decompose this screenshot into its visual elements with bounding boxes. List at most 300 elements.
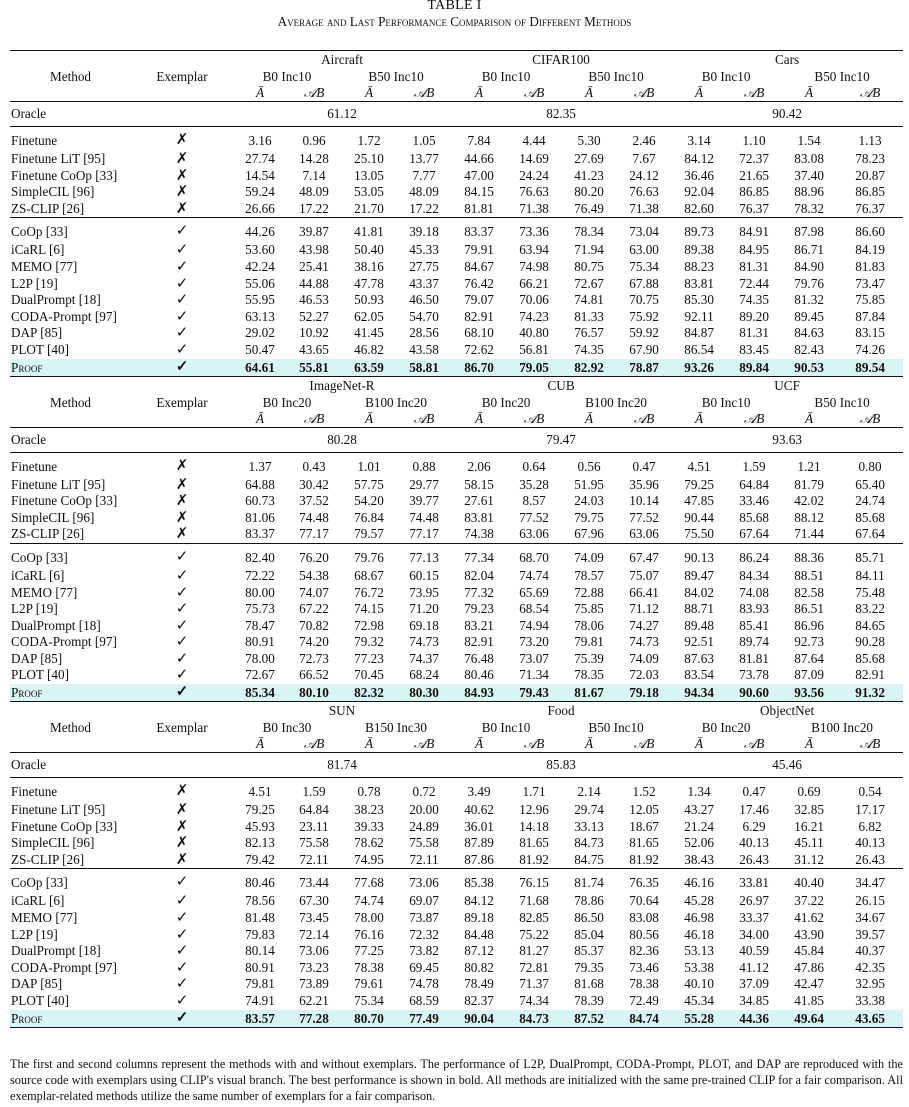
metric-last-label: 𝒜B [743, 85, 765, 100]
result-value: 83.81 [464, 509, 494, 525]
metric-avg-label: Ā [255, 85, 265, 100]
method-name: SimpleCIL [96] [11, 835, 95, 851]
exemplar-mark: ✗ [175, 132, 189, 148]
exemplar-mark: ✗ [175, 476, 189, 493]
best-value: 82.92 [561, 359, 617, 377]
exemplar-mark: ✓ [175, 910, 189, 927]
result-value: 14.54 [245, 167, 275, 183]
result-value: 41.23 [574, 167, 604, 183]
result-value: 46.53 [299, 292, 329, 308]
result-value: 14.28 [299, 151, 329, 166]
result-value: 82.91 [464, 308, 494, 324]
result-value: 24.89 [409, 818, 439, 834]
method-name: SimpleCIL [96] [11, 184, 95, 200]
table-row [10, 493, 903, 510]
result-value: 76.16 [354, 926, 384, 942]
setting-label: B0 Inc10 [481, 69, 531, 84]
result-value: 82.58 [794, 584, 824, 600]
result-value: 80.46 [245, 875, 275, 891]
best-value: 80.70 [341, 1010, 397, 1028]
metric-last-label: 𝒜B [303, 85, 325, 100]
result-value: 32.95 [855, 976, 885, 992]
dataset-name: Aircraft [233, 51, 451, 69]
result-value: 74.26 [855, 341, 885, 357]
metric-last-label: 𝒜B [413, 736, 435, 752]
method-name: PLOT [40] [11, 993, 69, 1008]
result-value: 39.57 [855, 926, 885, 942]
result-value: 75.73 [245, 601, 275, 617]
table-row [10, 201, 903, 218]
exemplar-mark: ✓ [175, 976, 189, 993]
result-value: 1.72 [357, 133, 381, 148]
result-value: 73.20 [519, 634, 549, 650]
result-value: 59.92 [629, 325, 659, 341]
result-value: 73.06 [299, 943, 329, 959]
method-name: ZS-CLIP [26] [10, 201, 131, 218]
metric-last-label: 𝒜B [859, 736, 881, 752]
result-value: 73.89 [299, 976, 329, 992]
result-value: 72.14 [299, 926, 329, 942]
setting-label: B100 Inc20 [585, 394, 648, 410]
best-value: 79.18 [617, 684, 671, 702]
result-value: 0.69 [797, 784, 821, 800]
method-name: Finetune CoOp [33] [11, 493, 118, 509]
dataset-header-row [10, 702, 903, 720]
table-row [10, 819, 903, 836]
result-value: 90.44 [684, 509, 714, 525]
result-value: 40.62 [464, 802, 494, 818]
result-value: 80.56 [629, 926, 659, 942]
result-value: 63.06 [617, 526, 671, 543]
result-value: 89.18 [464, 910, 494, 926]
metric-avg-label: Ā [475, 736, 484, 752]
result-value: 73.87 [409, 910, 439, 926]
result-value: 12.96 [519, 802, 549, 818]
metric-avg-label: Ā [585, 85, 594, 100]
result-value: 62.05 [354, 308, 384, 324]
result-value: 92.51 [684, 634, 714, 650]
exemplar-mark: ✓ [175, 893, 189, 910]
result-value: 74.23 [519, 308, 549, 324]
result-value: 92.11 [684, 308, 714, 324]
result-value: 71.12 [629, 601, 659, 617]
metric-avg-label: Ā [585, 736, 594, 752]
best-value: 55.81 [287, 359, 341, 377]
result-value: 84.65 [855, 617, 885, 633]
result-value: 84.67 [464, 258, 494, 274]
method-name: DualPrompt [18] [11, 943, 101, 959]
best-value: 93.26 [671, 359, 727, 377]
result-value: 75.07 [629, 567, 659, 583]
result-value: 74.07 [299, 584, 329, 600]
result-value: 53.05 [354, 184, 384, 200]
table-row [10, 127, 903, 152]
result-value: 83.81 [684, 275, 714, 291]
method-name: Finetune LiT [95] [11, 802, 106, 818]
result-value: 84.12 [684, 151, 714, 166]
result-value: 74.09 [574, 549, 604, 565]
result-value: 70.64 [629, 893, 659, 909]
result-value: 17.22 [287, 201, 341, 218]
exemplar-mark: ✓ [175, 943, 189, 960]
method-name: DAP [85] [11, 650, 63, 666]
result-value: 27.61 [464, 493, 494, 509]
method-name: Finetune CoOp [33] [11, 818, 118, 834]
results-table [10, 50, 903, 1028]
oracle-value: 79.47 [451, 427, 671, 452]
exemplar-mark: ✓ [175, 601, 189, 618]
result-value: 38.16 [354, 258, 384, 274]
metric-header-row [10, 736, 903, 753]
method-name: iCaRL [6] [11, 242, 65, 258]
result-value: 77.68 [354, 875, 384, 891]
result-value: 72.67 [574, 275, 604, 291]
result-value: 40.10 [684, 976, 714, 992]
result-value: 82.91 [855, 667, 885, 683]
result-value: 76.48 [464, 650, 494, 666]
result-value: 46.16 [684, 875, 714, 891]
result-value: 76.63 [519, 184, 549, 200]
result-value: 39.33 [354, 818, 384, 834]
result-value: 5.30 [577, 133, 601, 148]
result-value: 1.13 [858, 133, 882, 148]
result-value: 82.04 [464, 567, 494, 583]
result-value: 79.76 [794, 275, 824, 291]
metric-last-label: 𝒜B [743, 410, 765, 426]
metric-spacer [10, 411, 131, 428]
exemplar-cell [131, 427, 233, 452]
result-value: 89.38 [684, 242, 714, 258]
method-header-spacer [10, 376, 131, 394]
result-value: 82.85 [519, 910, 549, 926]
result-value: 80.20 [574, 184, 604, 200]
result-value: 0.88 [412, 458, 436, 474]
result-value: 90.28 [855, 634, 885, 650]
result-value: 77.25 [354, 943, 384, 959]
result-value: 81.83 [855, 258, 885, 274]
metric-header-row [10, 85, 903, 102]
result-value: 12.05 [629, 802, 659, 818]
result-value: 1.37 [248, 458, 272, 474]
result-value: 78.57 [574, 567, 604, 583]
result-value: 77.34 [464, 549, 494, 565]
result-value: 87.63 [684, 650, 714, 666]
result-value: 79.83 [245, 926, 275, 942]
result-value: 63.13 [245, 308, 275, 324]
table-row [10, 976, 903, 993]
method-name: MEMO [77] [11, 584, 78, 600]
result-value: 46.82 [354, 341, 384, 357]
result-value: 40.59 [739, 943, 769, 959]
method-header: Method [49, 69, 92, 84]
best-value: 84.74 [617, 1010, 671, 1028]
result-value: 47.00 [464, 167, 494, 183]
exemplar-cell [131, 753, 233, 778]
best-value: 93.56 [781, 684, 837, 702]
result-value: 72.62 [464, 341, 494, 357]
best-value: 78.87 [617, 359, 671, 377]
result-value: 33.46 [739, 493, 769, 509]
result-value: 86.50 [574, 910, 604, 926]
result-value: 65.40 [855, 476, 885, 492]
result-value: 27.75 [409, 258, 439, 274]
metric-last-label: 𝒜B [633, 85, 655, 100]
exemplar-mark: ✓ [175, 341, 189, 358]
exemplar-mark: ✓ [175, 242, 189, 259]
exemplar-mark: ✓ [175, 617, 189, 634]
result-value: 70.06 [519, 292, 549, 308]
result-value: 37.09 [739, 976, 769, 992]
result-value: 20.00 [409, 802, 439, 818]
method-header: Method [49, 720, 92, 736]
result-value: 26.15 [855, 893, 885, 909]
result-value: 17.22 [397, 201, 451, 218]
result-value: 26.43 [837, 852, 903, 869]
result-value: 83.37 [464, 224, 494, 240]
result-value: 84.73 [574, 835, 604, 851]
result-value: 1.54 [797, 133, 821, 148]
result-value: 81.06 [245, 509, 275, 525]
result-value: 29.77 [409, 476, 439, 492]
exemplar-mark: ✓ [175, 325, 189, 342]
method-name: CoOp [33] [11, 224, 68, 240]
result-value: 75.58 [409, 835, 439, 851]
result-value: 74.48 [409, 509, 439, 525]
oracle-value: 90.42 [671, 102, 903, 127]
exemplar-mark: ✓ [175, 993, 189, 1009]
result-value: 50.40 [354, 242, 384, 258]
exemplar-mark: ✓ [175, 223, 189, 240]
result-value: 63.94 [519, 242, 549, 258]
result-value: 58.15 [464, 476, 494, 492]
metric-avg-label: Ā [695, 410, 704, 426]
result-value: 81.33 [574, 308, 604, 324]
result-value: 71.34 [519, 667, 549, 683]
result-value: 0.64 [522, 458, 546, 474]
result-value: 4.51 [687, 458, 711, 474]
exemplar-header: Exemplar [156, 394, 208, 410]
result-value: 71.37 [519, 976, 549, 992]
result-value: 72.37 [739, 151, 769, 166]
metric-last-label: 𝒜B [413, 410, 435, 426]
results-body [10, 51, 903, 1028]
result-value: 0.43 [302, 458, 326, 474]
best-value: 89.54 [837, 359, 903, 377]
result-value: 68.10 [464, 325, 494, 341]
result-value: 85.41 [739, 617, 769, 633]
result-value: 81.27 [519, 943, 549, 959]
result-value: 76.57 [574, 325, 604, 341]
result-value: 70.82 [299, 617, 329, 633]
result-value: 48.09 [409, 184, 439, 200]
method-name: Proof [10, 1010, 131, 1028]
result-value: 0.78 [357, 784, 381, 800]
result-value: 45.34 [684, 993, 714, 1008]
result-value: 75.92 [629, 308, 659, 324]
result-value: 16.21 [794, 818, 824, 834]
setting-header-row [10, 68, 903, 85]
best-value: 90.60 [727, 684, 781, 702]
result-value: 86.60 [855, 224, 885, 240]
table-row [10, 168, 903, 185]
result-value: 73.78 [739, 667, 769, 683]
dataset-name: Cars [671, 51, 903, 69]
result-value: 88.36 [794, 549, 824, 565]
result-value: 72.44 [739, 275, 769, 291]
setting-label: B0 Inc10 [701, 69, 751, 84]
result-value: 79.25 [245, 802, 275, 818]
result-value: 37.52 [299, 493, 329, 509]
method-name: DAP [85] [11, 325, 63, 341]
setting-label: B0 Inc10 [701, 394, 751, 410]
result-value: 72.88 [574, 584, 604, 600]
table-row [10, 869, 903, 894]
result-value: 81.68 [574, 976, 604, 992]
method-name: iCaRL [6] [11, 567, 65, 583]
result-value: 84.02 [684, 584, 714, 600]
result-value: 84.91 [739, 224, 769, 240]
setting-label: B0 Inc20 [701, 720, 751, 736]
best-value: 77.49 [397, 1010, 451, 1028]
best-value: 87.52 [561, 1010, 617, 1028]
exemplar-mark: ✓ [175, 874, 189, 891]
metric-avg-label: Ā [364, 410, 374, 426]
result-value: 71.20 [409, 601, 439, 617]
result-value: 74.38 [451, 526, 507, 543]
result-value: 38.43 [671, 852, 727, 869]
result-value: 78.49 [464, 976, 494, 992]
exemplar-mark: ✗ [175, 818, 189, 835]
setting-label: B50 Inc10 [588, 720, 644, 736]
result-value: 44.88 [299, 275, 329, 291]
result-value: 68.70 [519, 549, 549, 565]
result-value: 8.57 [522, 493, 546, 509]
result-value: 47.78 [354, 275, 384, 291]
result-value: 72.03 [629, 667, 659, 683]
result-value: 81.92 [617, 852, 671, 869]
result-value: 74.15 [354, 601, 384, 617]
exemplar-mark: ✗ [175, 802, 189, 819]
result-value: 34.00 [739, 926, 769, 942]
method-name: L2P [19] [11, 601, 58, 617]
result-value: 43.90 [794, 926, 824, 942]
result-value: 73.95 [409, 584, 439, 600]
best-value: 84.73 [507, 1010, 561, 1028]
result-value: 76.49 [561, 201, 617, 218]
result-value: 67.64 [727, 526, 781, 543]
result-value: 74.20 [299, 634, 329, 650]
method-name: Proof [10, 359, 131, 377]
result-value: 74.74 [354, 893, 384, 909]
result-value: 86.51 [794, 601, 824, 617]
result-value: 4.44 [522, 133, 546, 148]
best-value: 80.10 [287, 684, 341, 702]
result-value: 31.12 [781, 852, 837, 869]
result-value: 10.92 [299, 325, 329, 341]
result-value: 1.34 [687, 784, 711, 800]
result-value: 43.27 [684, 802, 714, 818]
best-value: 89.84 [727, 359, 781, 377]
best-value: 86.70 [451, 359, 507, 377]
exemplar-mark: ✗ [175, 783, 189, 800]
best-value: 58.81 [397, 359, 451, 377]
result-value: 35.28 [519, 476, 549, 492]
result-value: 45.84 [794, 943, 824, 959]
result-value: 37.40 [794, 167, 824, 183]
result-value: 34.47 [855, 875, 885, 891]
method-name: iCaRL [6] [11, 893, 65, 909]
result-value: 87.09 [794, 667, 824, 683]
result-value: 76.37 [727, 201, 781, 218]
result-value: 87.89 [464, 835, 494, 851]
method-name: CoOp [33] [11, 549, 68, 565]
result-value: 67.47 [629, 549, 659, 565]
proof-row [10, 684, 903, 702]
result-value: 78.86 [574, 893, 604, 909]
result-value: 56.81 [519, 341, 549, 357]
result-value: 24.74 [855, 493, 885, 509]
result-value: 72.98 [354, 617, 384, 633]
setting-label: B0 Inc10 [262, 69, 312, 84]
result-value: 0.47 [632, 458, 656, 474]
result-value: 60.15 [409, 567, 439, 583]
proof-row [10, 1010, 903, 1028]
result-value: 88.71 [684, 601, 714, 617]
result-value: 86.71 [794, 242, 824, 258]
result-value: 84.12 [464, 893, 494, 909]
result-value: 0.72 [412, 784, 436, 800]
metric-avg-label: Ā [805, 410, 814, 426]
oracle-value: 85.83 [451, 753, 671, 778]
table-row [10, 452, 903, 477]
result-value: 75.50 [671, 526, 727, 543]
result-value: 79.81 [574, 634, 604, 650]
result-value: 38.23 [354, 802, 384, 818]
setting-label: B50 Inc10 [588, 69, 644, 84]
result-value: 7.67 [632, 151, 656, 166]
table-row [10, 852, 903, 869]
result-value: 76.15 [519, 875, 549, 891]
result-value: 81.74 [574, 875, 604, 891]
result-value: 74.73 [629, 634, 659, 650]
method-header-spacer [10, 51, 131, 69]
method-name: PLOT [40] [11, 667, 69, 683]
result-value: 73.04 [629, 224, 659, 240]
table-row [10, 585, 903, 602]
result-value: 64.84 [739, 476, 769, 492]
result-value: 73.36 [519, 224, 549, 240]
best-value: 82.32 [341, 684, 397, 702]
metric-last-label: 𝒜B [303, 410, 325, 426]
exemplar-mark: ✓ [131, 684, 233, 702]
result-value: 73.45 [299, 910, 329, 926]
result-value: 82.43 [794, 341, 824, 357]
metric-spacer [131, 736, 233, 753]
result-value: 47.85 [684, 493, 714, 509]
table-row [10, 651, 903, 668]
result-value: 82.60 [671, 201, 727, 218]
result-value: 75.85 [574, 601, 604, 617]
exemplar-header-spacer [131, 702, 233, 720]
exemplar-mark: ✗ [175, 184, 189, 201]
result-value: 57.75 [354, 476, 384, 492]
result-value: 89.48 [684, 617, 714, 633]
result-value: 83.93 [739, 601, 769, 617]
result-value: 85.04 [574, 926, 604, 942]
exemplar-mark: ✓ [175, 584, 189, 601]
result-value: 1.71 [522, 784, 546, 800]
result-value: 23.11 [299, 818, 329, 834]
